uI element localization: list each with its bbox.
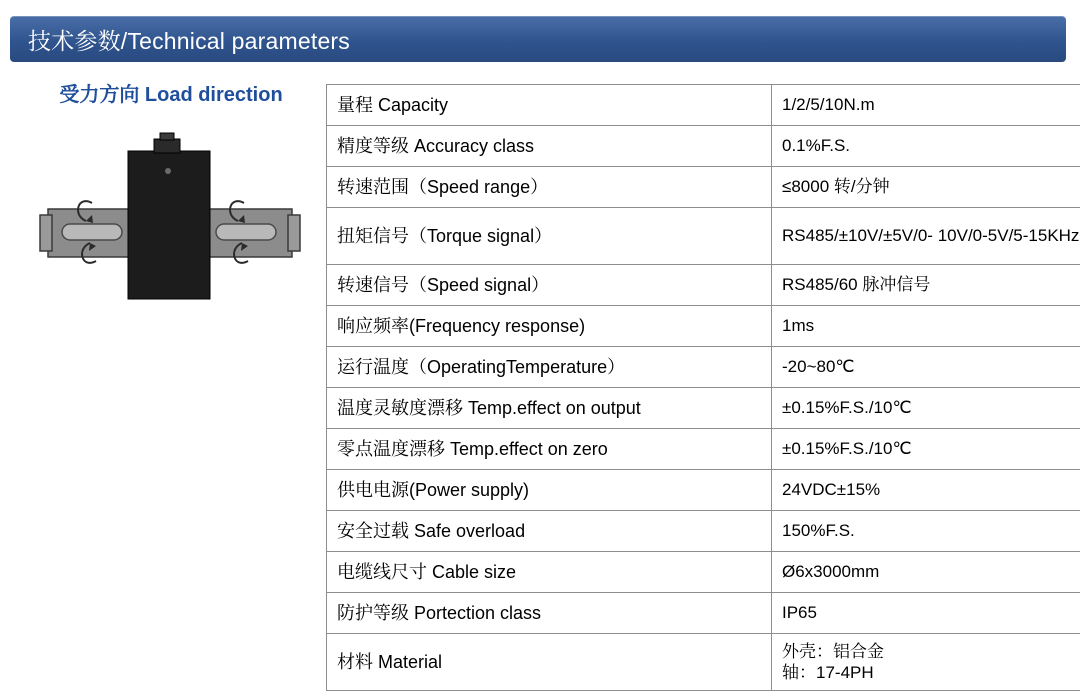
parameter-value: IP65 [772, 593, 1080, 634]
parameter-value-line: 轴：17-4PH [782, 662, 1080, 683]
parameter-value: RS485/60 脉冲信号 [772, 265, 1080, 306]
table-row [327, 265, 1080, 306]
parameter-value: 24VDC±15% [772, 470, 1080, 511]
table-row [327, 85, 1080, 126]
parameter-value: 150%F.S. [772, 511, 1080, 552]
table-row [327, 167, 1080, 208]
parameter-value: -20~80℃ [772, 347, 1080, 388]
parameter-value: RS485/±10V/±5V/0- 10V/0-5V/5-15KHz [772, 208, 1080, 265]
parameter-value: ±0.15%F.S./10℃ [772, 429, 1080, 470]
section-header-banner [10, 16, 1066, 62]
load-direction-panel [22, 78, 312, 329]
parameter-value: ±0.15%F.S./10℃ [772, 388, 1080, 429]
table-row [327, 388, 1080, 429]
table-row [327, 126, 1080, 167]
torque-sensor-illustration [32, 129, 302, 329]
page-title: 技术参数/Technical parameters [10, 23, 350, 56]
parameter-value-line: 外壳：铝合金 [782, 641, 1080, 662]
parameter-label: 温度灵敏度漂移 Temp.effect on output [327, 388, 772, 429]
parameter-label: 扭矩信号（Torque signal） [327, 208, 772, 265]
parameter-value: 0.1%F.S. [772, 126, 1080, 167]
table-row [327, 306, 1080, 347]
parameter-value: ≤8000 转/分钟 [772, 167, 1080, 208]
parameter-label: 精度等级 Accuracy class [327, 126, 772, 167]
load-direction-title: 受力方向 Load direction [30, 78, 312, 107]
parameter-label: 安全过载 Safe overload [327, 511, 772, 552]
technical-parameters-table [326, 84, 1080, 691]
parameter-label: 转速范围（Speed range） [327, 167, 772, 208]
parameter-label: 响应频率(Frequency response) [327, 306, 772, 347]
parameter-value: 1/2/5/10N.m [772, 85, 1080, 126]
parameter-label: 供电电源(Power supply) [327, 470, 772, 511]
torque-sensor-diagram [32, 129, 302, 329]
parameter-value: Ø6x3000mm [772, 552, 1080, 593]
table-row [327, 470, 1080, 511]
parameter-label: 量程 Capacity [327, 85, 772, 126]
table-row [327, 208, 1080, 265]
table-row [327, 347, 1080, 388]
parameter-value [772, 634, 1080, 691]
parameter-label: 零点温度漂移 Temp.effect on zero [327, 429, 772, 470]
table-body [327, 85, 1080, 691]
table-row [327, 429, 1080, 470]
parameter-label: 材料 Material [327, 634, 772, 691]
parameter-label: 转速信号（Speed signal） [327, 265, 772, 306]
table-row [327, 511, 1080, 552]
table-row [327, 634, 1080, 691]
table-row [327, 552, 1080, 593]
parameter-label: 电缆线尺寸 Cable size [327, 552, 772, 593]
parameter-label: 运行温度（OperatingTemperature） [327, 347, 772, 388]
parameter-value: 1ms [772, 306, 1080, 347]
parameter-label: 防护等级 Portection class [327, 593, 772, 634]
table-row [327, 593, 1080, 634]
